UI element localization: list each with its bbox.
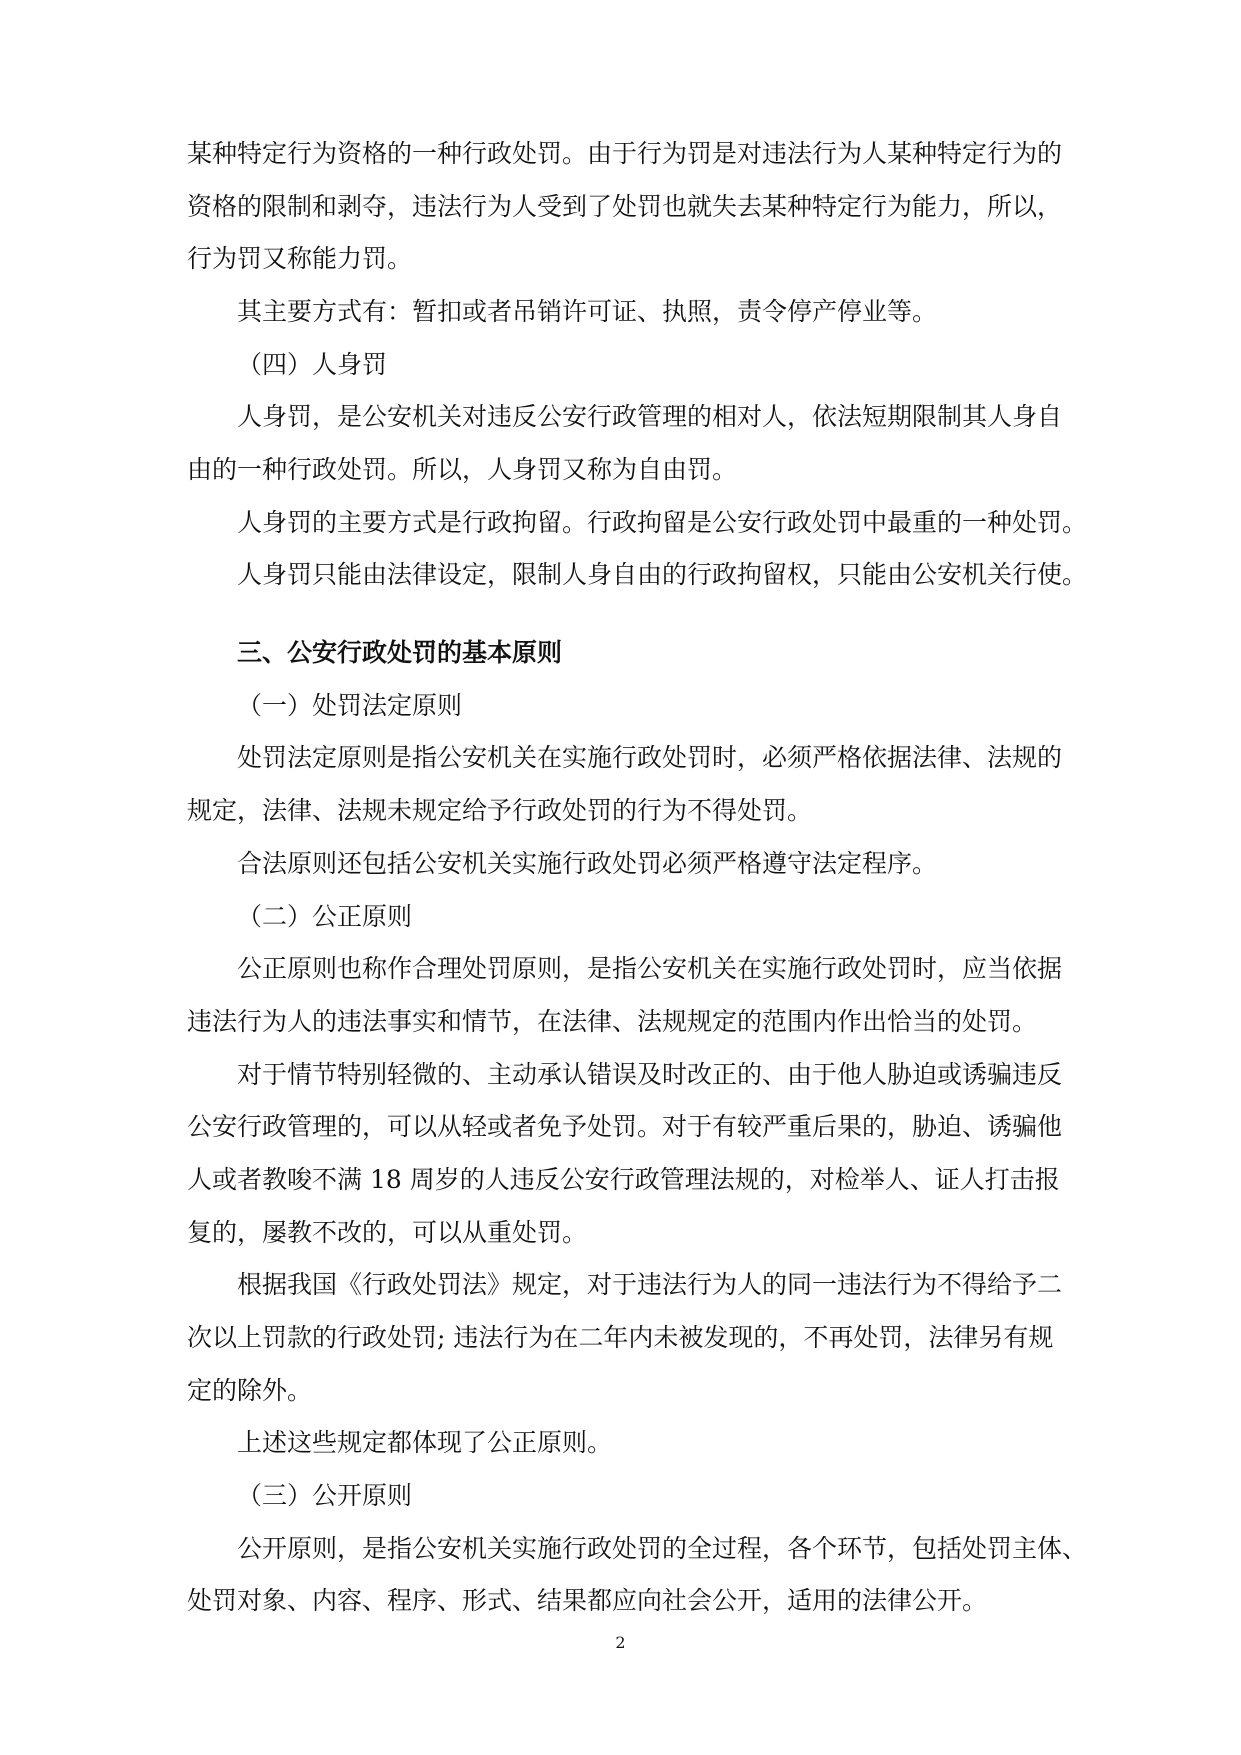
text-line: 某种特定行为资格的一种行政处罚。由于行为罚是对违法行为人某种特定行为的 xyxy=(187,138,1063,168)
text-line: 上述这些规定都体现了公正原则。 xyxy=(237,1428,613,1458)
text-line: 处罚对象、内容、程序、形式、结果都应向社会公开，适用的法律公开。 xyxy=(187,1586,988,1616)
section-subheading: （一）处罚法定原则 xyxy=(237,690,463,720)
text-line: 对于情节特别轻微的、主动承认错误及时改正的、由于他人胁迫或诱骗违反 xyxy=(237,1059,1063,1089)
section-heading: 三、公安行政处罚的基本原则 xyxy=(237,638,563,668)
text-line: 由的一种行政处罚。所以，人身罚又称为自由罚。 xyxy=(187,455,738,485)
text-line: 公开原则，是指公安机关实施行政处罚的全过程，各个环节，包括处罚主体、 xyxy=(237,1533,1088,1563)
text-line: 人身罚只能由法律设定，限制人身自由的行政拘留权，只能由公安机关行使。 xyxy=(237,560,1088,590)
text-line: 人或者教唆不满 18 周岁的人违反公安行政管理法规的，对检举人、证人打击报 xyxy=(187,1164,1060,1194)
text-line: 合法原则还包括公安机关实施行政处罚必须严格遵守法定程序。 xyxy=(237,848,938,878)
text-line: 次以上罚款的行政处罚; 违法行为在二年内未被发现的，不再处罚，法律另有规 xyxy=(187,1323,1054,1353)
text-line: 公安行政管理的，可以从轻或者免予处罚。对于有较严重后果的，胁迫、诱骗他 xyxy=(187,1112,1063,1142)
section-subheading: （四）人身罚 xyxy=(237,349,388,379)
text-line: 其主要方式有：暂扣或者吊销许可证、执照，责令停产停业等。 xyxy=(237,297,938,327)
section-subheading: （二）公正原则 xyxy=(237,901,413,931)
text-line: 复的，屡教不改的，可以从重处罚。 xyxy=(187,1217,588,1247)
text-line: 人身罚，是公安机关对违反公安行政管理的相对人，依法短期限制其人身自 xyxy=(237,402,1063,432)
text-line: 人身罚的主要方式是行政拘留。行政拘留是公安行政处罚中最重的一种处罚。 xyxy=(237,507,1088,537)
text-line: 公正原则也称作合理处罚原则，是指公安机关在实施行政处罚时，应当依据 xyxy=(237,954,1063,984)
section-subheading: （三）公开原则 xyxy=(237,1481,413,1511)
page-number: 2 xyxy=(615,1633,626,1653)
text-line: 处罚法定原则是指公安机关在实施行政处罚时，必须严格依据法律、法规的 xyxy=(237,743,1063,773)
text-line: 资格的限制和剥夺，违法行为人受到了处罚也就失去某种特定行为能力，所以， xyxy=(187,191,1063,221)
text-line: 定的除外。 xyxy=(187,1375,313,1405)
text-line: 违法行为人的违法事实和情节，在法律、法规规定的范围内作出恰当的处罚。 xyxy=(187,1006,1038,1036)
text-line: 规定，法律、法规未规定给予行政处罚的行为不得处罚。 xyxy=(187,796,813,826)
text-line: 行为罚又称能力罚。 xyxy=(187,244,413,274)
text-line: 根据我国《行政处罚法》规定，对于违法行为人的同一违法行为不得给予二 xyxy=(237,1270,1063,1300)
